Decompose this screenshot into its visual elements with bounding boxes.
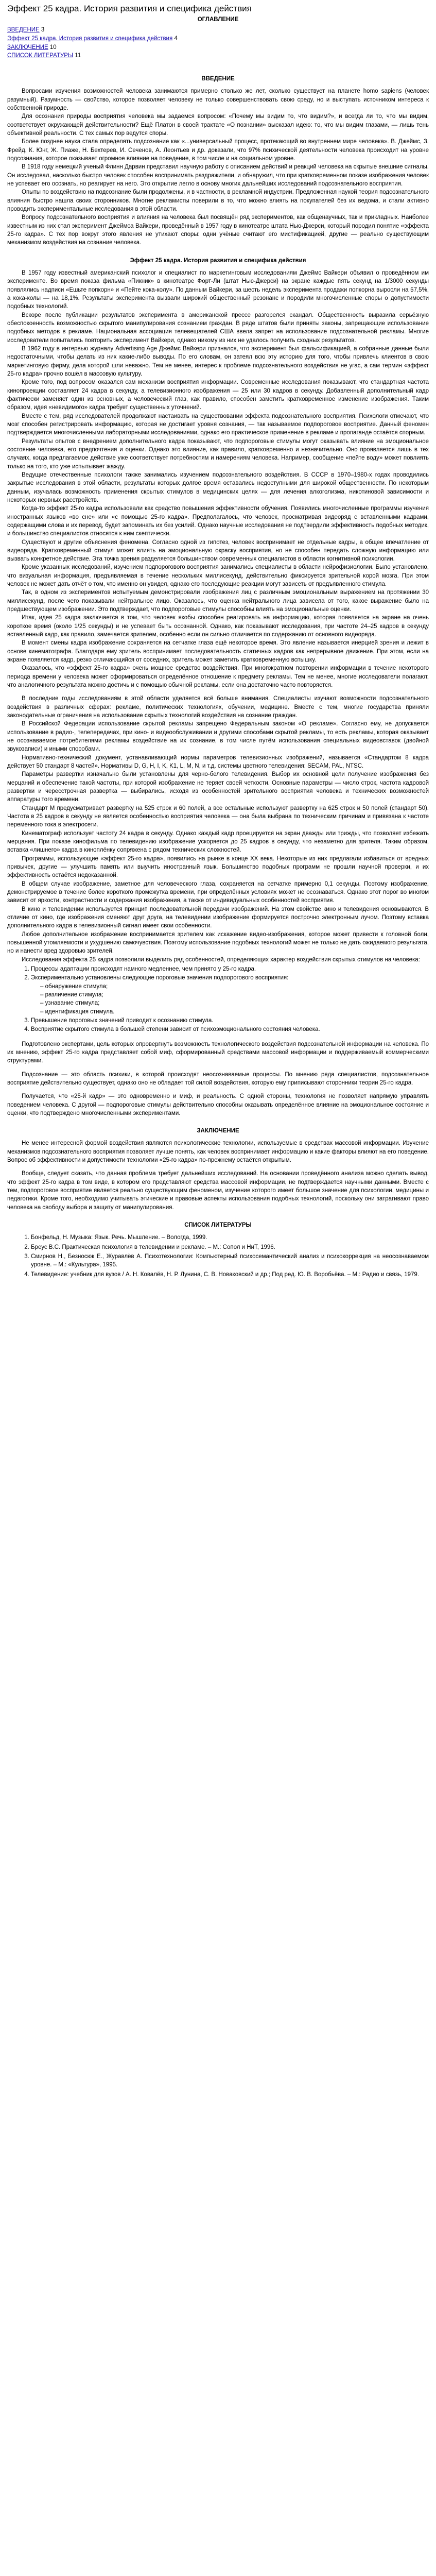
paragraph: Подготовлено экспертами, цель которых опровергнуть возможность технологического воздействия подсознательной информации на человека. По их мнению, эффект 25-го кадра представляет собой миф, сформированный средствами массовой информации и поддерживаемый коммерческими структурами. bbox=[7, 1041, 429, 1064]
paragraph: Опыты по воздействию на подсознание были продолжены, и в частности, в рекламной индустрии. Предложенная наукой теория подсознательного влияния быстро нашла своих сторонников. Многие рекламисты поверили в то, что можно влиять на покупателей без их ведома, и стали активно проводить экспериментальные исследования в этой области. bbox=[7, 189, 429, 213]
sub-list-item: – обнаружение стимула; bbox=[40, 982, 429, 991]
paragraph: Ведущие отечественные психологи также занимались изучением подсознательного воздействия. В СССР в 1970–1980-х годах проводились закрытые исследования в этой области, результаты которых долгое время оставались недоступными для широкой общественности. По некоторым данным, изучалась возможность применения скрытых стимулов в медицинских целях — для лечения алкоголизма, никотиновой зависимости и некоторых нервных расстройств. bbox=[7, 471, 429, 503]
table-of-contents bbox=[7, 15, 429, 60]
main-heading: Эффект 25 кадра. История развития и специфика действия bbox=[130, 257, 306, 264]
references-list bbox=[7, 1233, 429, 1279]
paragraph: Так, в одном из экспериментов испытуемым демонстрировали изображения лиц с различным эмоциональным выражением на протяжении 30 миллисекунд, после чего показывали нейтральное лицо. Оказалось, что оценка нейтрального лица зависела от того, какое выражение было на предшествующем изображении. Это подтверждает, что подпороговые стимулы способны влиять на эмоциональные оценки. bbox=[7, 589, 429, 613]
paragraph: Для осознания природы восприятия человека мы задаемся вопросом: «Почему мы видим то, что видим?», и всегда ли то, что мы видим, соответствует окружающей действительности? Ещё Платон в своей трактате «О познании» высказал идею: то, что мы видим глазами, — лишь тень объективной реальности. С тех самых пор ведутся споры. bbox=[7, 113, 429, 137]
paragraph: В 1962 году в интервью журналу Advertising Age Джеймс Вайкери признался, что эксперимент был фальсификацией, а собранные данные были недостаточными, чтобы делать из них какие-либо выводы. По его словам, он затеял всю эту историю для того, чтобы привлечь клиентов в свою маркетинговую фирму, дела которой шли неважно. Тем не менее, интерес к проблеме подсознательного воздействия не угас, а сам термин «эффект 25-го кадра» прочно вошёл в массовую культуру. bbox=[7, 345, 429, 377]
paragraph: В общем случае изображение, заметное для человеческого глаза, сохраняется на сетчатке примерно 0,1 секунды. Поэтому изображение, демонстрируемое в течение более короткого промежутка времени, при определённых условиях может не осознаваться. Однако этот порог во многом зависит от яркости, контрастности и содержания изображения, а также от индивидуальных особенностей восприятия. bbox=[7, 880, 429, 904]
paragraph: Вопросами изучения возможностей человека занимаются примерно столько же лет, сколько существует на планете homo sapiens (человек разумный). Разумность — свойство, которое позволяет человеку не только совершенствовать свою среду, но и выступать источником интереса к собственной природе. bbox=[7, 88, 429, 112]
toc-title: ОГЛАВЛЕНИЕ bbox=[197, 16, 239, 23]
toc-link-introduction[interactable]: ВВЕДЕНИЕ bbox=[7, 27, 40, 33]
toc-item bbox=[7, 35, 429, 43]
paragraph: Параметры развертки изначально были установлены для черно-белого телевидения. Выбор их основной цели получение изображения без мерцаний и обеспечение такой частоты, при которой изображение не теряет своей четкости. Основные параметры — число строк, частота кадровой развертки и чересстрочная развертка — выбирались, исходя из особенностей зрительного восприятия человека и технических возможностей аппаратуры того времени. bbox=[7, 771, 429, 803]
reference-item: 2. Бреус В.С. Практическая психология в телевидении и рекламе. – М.: Сопол и НиТ, 1996. bbox=[31, 1243, 429, 1251]
toc-item bbox=[7, 26, 429, 35]
paragraph: Любое дополнительное изображение воспринимается зрителем как искажение видео-изображения, которое может привести к головной боли, повышенной утомляемости и ухудшению самочувствия. Поэтому использование подобных технологий может не только не дать ожидаемого результата, но и нанести вред здоровью зрителей. bbox=[7, 931, 429, 955]
toc-link-references[interactable]: СПИСОК ЛИТЕРАТУРЫ bbox=[7, 53, 74, 59]
reference-item: 3. Смирнов Н., Безносюк Е., Журавлёв А. Психотехнологии: Компьютерный психосемантический анализ и психокоррекция на неосознаваемом уровне. – М.: «Культура», 1995. bbox=[31, 1252, 429, 1269]
reference-item: 1. Бонфельд, Н. Музыка: Язык. Речь. Мышление. – Вологда, 1999. bbox=[31, 1233, 429, 1242]
paragraph: Существуют и другие объяснения феномена. Согласно одной из гипотез, человек воспринимает не отдельные кадры, а общее впечатление от видеоряда. Кратковременный стимул может влиять на эмоциональную окраску восприятия, но не способен передать сложную информацию или вызвать конкретное действие. Эта точка зрения разделяется большинством современных специалистов в области когнитивной психологии. bbox=[7, 539, 429, 563]
conclusion-heading: ЗАКЛЮЧЕНИЕ bbox=[197, 1128, 239, 1134]
paragraph: Вместе с тем, ряд исследователей продолжают настаивать на существовании эффекта подсознательного восприятия. Психологи отмечают, что мозг способен регистрировать информацию, которая не достигает уровня сознания, — так называемое подпороговое восприятие. Данный феномен подтверждается многочисленными лабораторными исследованиями, однако его практическое применение в рекламе и пропаганде остаётся спорным. bbox=[7, 413, 429, 436]
list-item: 4. Восприятие скрытого стимула в большей степени зависит от психоэмоционального состояния человека. bbox=[31, 1025, 429, 1033]
paragraph: Итак, идея 25 кадра заключается в том, что человек якобы способен реагировать на информацию, которая появляется на экране на очень короткое время (около 1/25 секунды) и не успевает быть осознанной. Однако, как показывают исследования, при частоте 24–25 кадров в секунду вставленный кадр, как правило, замечается зрителем, особенно если он сильно отличается по содержанию от основного видеоряда. bbox=[7, 615, 429, 638]
paragraph: Исследования эффекта 25 кадра позволили выделить ряд особенностей, определяющих характер воздействия скрытых стимулов на человека: bbox=[22, 956, 420, 963]
paragraph: Более позднее наука стала определять подсознание как «...универсальный процесс, протекающий во внутреннем мире человека». В. Джеймс, З. Фрейд, К. Юнг, Ж. Пиаже, Н. Бехтерев, И. Сеченов, А. Леонтьев и др. доказали, что 97% психической деятельности человека происходит на уровне подсознания, которое оказывает огромное влияние на поведение, в том числе и на социальном уровне. bbox=[7, 139, 429, 162]
toc-link-main[interactable]: Эффект 25 кадра. История развития и специфика действия bbox=[7, 36, 173, 42]
references-section bbox=[7, 1221, 429, 1279]
references-heading: СПИСОК ЛИТЕРАТУРЫ bbox=[184, 1222, 252, 1229]
paragraph: Не менее интересной формой воздействия являются психологические технологии, используемые в средствах массовой информации. Изучение механизмов подсознательного восприятия позволяет лучше понять, как человек воспринимает информацию и какие факторы влияют на его поведение. Вопрос об эффективности и допустимости технологии «25-го кадра» по-прежнему остаётся открытым. bbox=[7, 1140, 429, 1164]
reference-item: 4. Телевидение: учебник для вузов / А. Н. Ковалёв, Н. Р. Лунина, С. В. Новаковский и др.; Под ред. Ю. В. Воробьёва. – М.: Радио и связь, 1979. bbox=[31, 1270, 429, 1279]
paragraph: Кроме указанных исследований, изучением подпорогового восприятия занимались специалисты в области нейрофизиологии. Было установлено, что визуальная информация, предъявляемая в течение нескольких миллисекунд, действительно фиксируется зрительной корой мозга. При этом человек не может дать отчёт о том, что именно он увидел, однако его последующие реакции могут зависеть от предъявленного стимула. bbox=[7, 564, 429, 588]
paragraph: Оказалось, что «эффект 25-го кадра» очень мощное средство воздействия. При многократном повторении информации в течение некоторого периода времени у человека может сформироваться определённое отношение к предмету рекламы. Тем не менее, многие исследователи полагают, что аналогичного результата можно достичь и с помощью обычной рекламы, если она достаточно часто повторяется. bbox=[7, 665, 429, 689]
toc-item bbox=[7, 52, 429, 60]
paragraph: В 1918 году немецкий ученый Флинн Дарвин представил научную работу с описанием действий и реакций человека на скрытые внешние сигналы. Он исследовал, насколько быстро человек способен воспринимать раздражители, и обнаружил, что при кратковременном показе изображения человек не успевает его осознать, но реагирует на него. Это открытие легло в основу многих дальнейших исследований подсознательного восприятия. bbox=[7, 164, 429, 188]
sub-list-item: – идентификация стимула. bbox=[40, 1008, 429, 1016]
numbered-list bbox=[7, 965, 429, 1034]
sub-list-item: – узнавание стимула; bbox=[40, 999, 429, 1007]
toc-page-number: 11 bbox=[75, 53, 81, 59]
paragraph: В 1957 году известный американский психолог и специалист по маркетинговым исследованиям Джеймс Вайкери объявил о проведённом им эксперименте. Во время показа фильма «Пикник» в кинотеатре Форт-Ли (штат Нью-Джерси) на экране каждые пять секунд на 1/3000 секунды появлялись надписи «Ешьте попкорн» и «Пейте кока-колу». По данным Вайкери, за шесть недель эксперимента продажи попкорна выросли на 57,5%, а кока-колы — на 18,1%. Результаты эксперимента вызвали широкий общественный резонанс и породили многочисленные споры о допустимости подобных технологий. bbox=[7, 270, 429, 310]
paragraph: Стандарт M предусматривает развертку на 525 строк и 60 полей, а все остальные используют развертку на 625 строк и 50 полей (стандарт 50). Частота в 25 кадров в секунду не является особенностью восприятия человека — она была выбрана по техническим причинам и привязана к частоте переменного тока в электросети. bbox=[7, 805, 429, 828]
toc-link-conclusion[interactable]: ЗАКЛЮЧЕНИЕ bbox=[7, 44, 48, 50]
paragraph: Вообще, следует сказать, что данная проблема требует дальнейших исследований. На основании проведённого анализа можно сделать вывод, что эффект 25-го кадра в том виде, в котором его представляют средства массовой информации, не подтверждается научными данными. Вместе с тем, подпороговое восприятие является реально существующим феноменом, изучение которого имеет большое значение для психологии, медицины и педагогики. Кроме того, необходимо учитывать этические и правовые аспекты использования подобных технологий, поскольку они затрагивают право человека на свободу выбора и защиту от манипулирования. bbox=[7, 1171, 429, 1211]
toc-page-number: 4 bbox=[174, 36, 178, 42]
toc-page-number: 10 bbox=[49, 44, 57, 50]
paragraph: В момент смены кадра изображение сохраняется на сетчатке глаза ещё некоторое время. Это явление называется инерцией зрения и лежит в основе кинематографа. Благодаря ему зритель воспринимает последовательность статичных кадров как непрерывное движение. При этом, если на экране появляется кадр, резко отличающийся от соседних, зритель может заметить кратковременную вспышку. bbox=[7, 640, 429, 664]
paragraph: Кинематограф использует частоту 24 кадра в секунду. Однако каждый кадр проецируется на экран дважды или трижды, что позволяет избежать мерцания. При показе кинофильма по телевидению изображение ускоряется до 25 кадров в секунду, что незаметно для зрителя. Таким образом, вставка «лишнего» кадра в киноплёнку сопряжена с рядом технических сложностей. bbox=[7, 830, 429, 854]
paragraph: Кроме того, под вопросом оказался сам механизм восприятия информации. Современные исследования показывают, что стандартная частота кинопроекции составляет 24 кадра в секунду, а телевизионного изображения — 25 или 30 кадров в секунду. Добавленный дополнительный кадр фактически заменяет один из основных, а человеческий глаз, как правило, способен заметить кратковременное изменение изображения. Таким образом, идея «невидимого» кадра требует существенных уточнений. bbox=[7, 379, 429, 411]
paragraph: Подсознание — это область психики, в которой происходят неосознаваемые процессы. По мнению ряда специалистов, подсознательное восприятие действительно существует, однако оно не обладает той силой воздействия, которую ему приписывают сторонники теории 25-го кадра. bbox=[7, 1071, 429, 1086]
sub-list bbox=[31, 982, 429, 1016]
list-item: 1. Процессы адаптации происходят намного медленнее, чем принято у 25-го кадра. bbox=[31, 965, 429, 973]
list-item: 3. Превышение пороговых значений приводит к осознанию стимула. bbox=[31, 1016, 429, 1025]
conclusion-section bbox=[7, 1127, 429, 1212]
toc-page-number: 3 bbox=[41, 27, 45, 33]
list-item: 2. Экспериментально установлены следующие пороговые значения подпорогового восприятия: – обнаружение стимула; – различение стимула; – узнавание стимула; – идентификация стимула. bbox=[31, 974, 429, 1016]
main-section bbox=[7, 257, 429, 1117]
introduction-section bbox=[7, 75, 429, 247]
sub-list-item: – различение стимула; bbox=[40, 991, 429, 999]
page-title: Эффект 25 кадра. История развития и специфика действия bbox=[7, 4, 252, 13]
paragraph: Когда-то эффект 25-го кадра использовали как средство повышения эффективности обучения. Появились многочисленные программы изучения иностранных языков «во сне» или «с помощью 25-го кадра». Предполагалось, что человек, просматривая видеоряд с вставленными кадрами, содержащими слова и их перевод, будет запоминать их без усилий. Однако научные исследования не подтвердили эффективность подобных методик, и большинство специалистов относятся к ним скептически. bbox=[7, 505, 429, 537]
paragraph: Нормативно-технический документ, устанавливающий нормы параметров телевизионных изображений, называется «Стандартом 8 кадра действует 50 стандарт 8 частей». Нормативы D, G, H, I, K, K1, L, M, N, и т.д. системы цветного телевидения: SECAM, PAL, NTSC. bbox=[7, 754, 429, 770]
paragraph: Результаты опытов с внедрением дополнительного кадра показывают, что подпороговые стимулы могут оказывать влияние на эмоциональное состояние человека, его предпочтения и оценки. Однако это влияние, как правило, кратковременно и незначительно. Оно проявляется лишь в тех случаях, когда предлагаемое действие уже соответствует потребностям и намерениям человека. Например, сообщение «пейте воду» может повлиять только на того, кто уже испытывает жажду. bbox=[7, 438, 429, 470]
paragraph: Вопросу подсознательного восприятия и влияния на человека был посвящён ряд экспериментов, как общенаучных, так и прикладных. Наиболее известным из них стал эксперимент Джеймса Вайкери, проведённый в 1957 году в кинотеатре штата Нью-Джерси, который породил понятие «эффекта 25-го кадра». С тех пор вокруг этого явления не утихают споры: одни учёные считают его мистификацией, другие — реально существующим механизмом воздействия на сознание человека. bbox=[7, 214, 429, 246]
paragraph: В Российской Федерации использование скрытой рекламы запрещено Федеральным законом «О рекламе». Согласно ему, не допускается использование в радио-, телепередачах, при кино- и видеообслуживании и другими способами скрытой рекламы, то есть рекламы, которая оказывает не осознаваемое потребителями рекламы воздействие на их сознание, в том числе путём использования специальных видеовставок (двойной звукозаписи) и иными способами. bbox=[7, 721, 429, 753]
toc-item bbox=[7, 43, 429, 52]
introduction-heading: ВВЕДЕНИЕ bbox=[201, 76, 235, 82]
paragraph: Вскоре после публикации результатов эксперимента в американской прессе разгорелся скандал. Общественность выразила серьёзную обеспокоенность возможностью скрытого манипулирования сознанием граждан. В ряде штатов были приняты законы, запрещающие использование подобных методов в рекламе. Национальная ассоциация телевещателей США ввела запрет на использование подсознательной рекламы. Многие исследователи попытались повторить эксперимент Вайкери, однако никому из них не удалось получить сходных результатов. bbox=[7, 312, 429, 344]
paragraph: Получается, что «25-й кадр» — это одновременно и миф, и реальность. С одной стороны, технология не позволяет напрямую управлять поведением человека. С другой — подпороговые стимулы действительно способны оказывать определённое влияние на эмоциональное состояние и оценки, что подтверждено многочисленными экспериментами. bbox=[7, 1093, 429, 1116]
paragraph: Программы, использующие «эффект 25-го кадра», появились на рынке в конце XX века. Некоторые из них предлагали избавиться от вредных привычек, другие — улучшить память или выучить иностранный язык. Большинство подобных программ не прошли научной проверки, и их эффективность остаётся недоказанной. bbox=[7, 855, 429, 879]
paragraph: В последние годы исследованиям в этой области уделяется всё больше внимания. Специалисты изучают возможности подсознательного воздействия в различных сферах: рекламе, политических технологиях, обучении, медицине. Вместе с тем, многие государства приняли законодательные ограничения на использование скрытых технологий воздействия на сознание граждан. bbox=[7, 696, 429, 719]
paragraph: В кино и телевидении используется принцип последовательной передачи изображений. На этом свойстве кино и телевидения основываются. В отличие от кино, где изображения сменяют друг друга, на телевидении изображение формируется построчно электронным лучом. Поэтому вставка дополнительного кадра в телевизионный сигнал имеет свои особенности. bbox=[7, 906, 429, 929]
